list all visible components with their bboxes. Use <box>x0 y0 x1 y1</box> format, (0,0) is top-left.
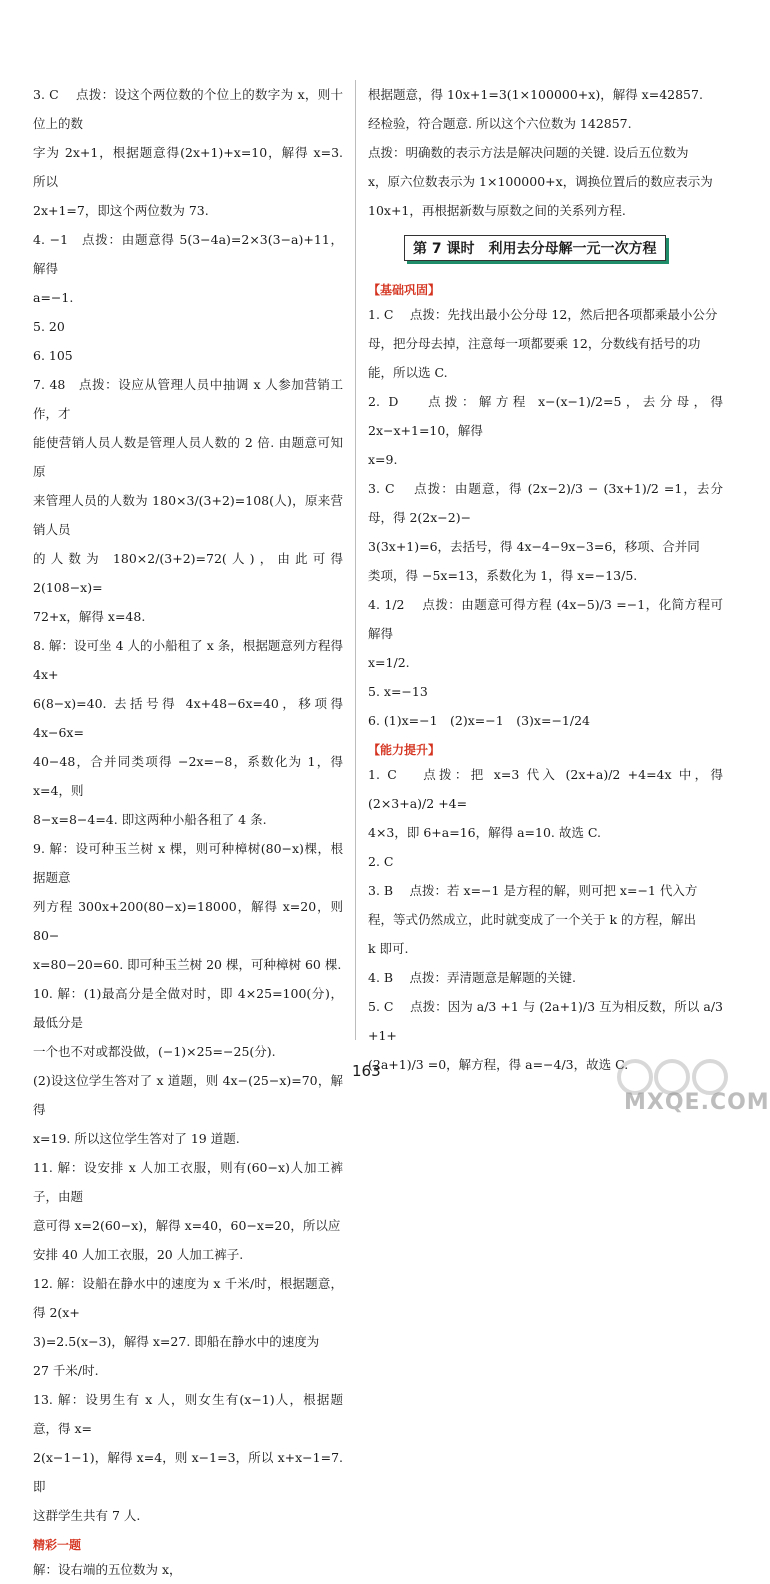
right-bottom-block <box>368 760 723 1079</box>
answer-line: 8−x=8−4=4. 即这两种小船各租了 4 条. <box>33 812 267 827</box>
answer-line: 这群学生共有 7 人. <box>33 1508 141 1523</box>
answer-line: 7. 48 点拨：设应从管理人员中抽调 x 人参加营销工作，才 <box>33 377 343 421</box>
answer-line: 能使营销人员人数是管理人员人数的 2 倍. 由题意可知原 <box>33 435 343 479</box>
page-number: 163 <box>352 1062 381 1080</box>
answer-line: 点拨：明确数的表示方法是解决问题的关键. 设后五位数为 <box>368 145 689 160</box>
answer-line: 列方程 300x+200(80−x)=18000，解得 x=20，则 80− <box>33 899 343 943</box>
answer-line: k 即可. <box>368 941 409 956</box>
answer-line: 1. C 点拨：把 x=3 代入 (2x+a)/2 +4=4x 中，得 (2×3+a)/2 +4= <box>368 767 723 811</box>
section-heading-highlight: 精彩一题 <box>33 1538 82 1552</box>
answer-line: x=9. <box>368 452 398 467</box>
answer-line: 12. 解：设船在静水中的速度为 x 千米/时，根据题意，得 2(x+ <box>33 1276 343 1320</box>
answer-item <box>33 979 343 1153</box>
answer-line: 字为 2x+1，根据题意得(2x+1)+x=10，解得 x=3. 所以 <box>33 145 343 189</box>
answer-line: (2)设这位学生答对了 x 道题，则 4x−(25−x)=70，解得 <box>33 1073 343 1117</box>
answer-line: x，原六位数表示为 1×100000+x，调换位置后的数应表示为 <box>368 174 713 189</box>
section-heading-basic: 【基础巩固】 <box>368 283 441 297</box>
answer-line: a=−1. <box>33 290 74 305</box>
answer-line: 母，把分母去掉，注意每一项都要乘 12，分数线有括号的功 <box>368 336 701 351</box>
answer-line: 类项，得 −5x=13，系数化为 1，得 x=−13/5. <box>368 568 638 583</box>
answer-item <box>368 590 723 677</box>
answer-line: x=80−20=60. 即可种玉兰树 20 棵，可种樟树 60 棵. <box>33 957 342 972</box>
answer-line: 2. C <box>368 854 394 869</box>
answer-item <box>33 341 343 370</box>
answer-item <box>33 631 343 834</box>
answer-item <box>33 834 343 979</box>
answer-item <box>33 1385 343 1530</box>
answer-line: 6. 105 <box>33 348 73 363</box>
answer-item <box>368 876 723 963</box>
answer-line: 6(8−x)=40. 去括号得 4x+48−6x=40，移项得 4x−6x= <box>33 696 343 740</box>
answer-line: 4. 1/2 点拨：由题意可得方程 (4x−5)/3 =−1，化简方程可解得 <box>368 597 723 641</box>
answer-line: 的人数为 180×2/(3+2)=72(人)，由此可得 2(108−x)= <box>33 551 343 595</box>
answer-line: 4×3，即 6+a=16，解得 a=10. 故选 C. <box>368 825 601 840</box>
answer-line: 11. 解：设安排 x 人加工衣服，则有(60−x)人加工裤子，由题 <box>33 1160 343 1204</box>
right-column <box>368 80 723 1079</box>
answer-line: 72+x，解得 x=48. <box>33 609 146 624</box>
right-mid-block <box>368 300 723 735</box>
answer-item <box>33 1269 343 1385</box>
answer-line: 5. C 点拨：因为 a/3 +1 与 (2a+1)/3 互为相反数，所以 a/3 +1+ <box>368 999 723 1043</box>
answer-line: 5. x=−13 <box>368 684 428 699</box>
answer-item <box>33 1153 343 1269</box>
answer-line: 10x+1，再根据新数与原数之间的关系列方程. <box>368 203 626 218</box>
section-heading-advanced: 【能力提升】 <box>368 743 441 757</box>
answer-line: 8. 解：设可坐 4 人的小船租了 x 条，根据题意列方程得 4x+ <box>33 638 343 682</box>
answer-line: 40−48，合并同类项得 −2x=−8，系数化为 1，得 x=4，则 <box>33 754 343 798</box>
answer-line: 1. C 点拨：先找出最小公分母 12，然后把各项都乘最小公分 <box>368 307 718 322</box>
answer-line: 意可得 x=2(60−x)，解得 x=40，60−x=20，所以应 <box>33 1218 341 1233</box>
answer-item <box>368 963 723 992</box>
answer-line: 27 千米/时. <box>33 1363 99 1378</box>
answer-line: 安排 40 人加工衣服，20 人加工裤子. <box>33 1247 244 1262</box>
answer-line: 经检验，符合题意. 所以这个六位数为 142857. <box>368 116 632 131</box>
answer-line: 2. D 点拨：解方程 x−(x−1)/2=5，去分母，得 2x−x+1=10，解得 <box>368 394 723 438</box>
answer-line: x=19. 所以这位学生答对了 19 道题. <box>33 1131 240 1146</box>
answer-item <box>368 706 723 735</box>
answer-line: x=1/2. <box>368 655 410 670</box>
answer-line: 2x+1=7，即这个两位数为 73. <box>33 203 209 218</box>
answer-line: 9. 解：设可种玉兰树 x 棵，则可种樟树(80−x)棵，根据题意 <box>33 841 343 885</box>
answer-line: 程，等式仍然成立，此时就变成了一个关于 k 的方程，解出 <box>368 912 697 927</box>
answer-item <box>368 847 723 876</box>
answer-item <box>33 312 343 341</box>
answer-item <box>368 677 723 706</box>
answer-line: 4. B 点拨：弄清题意是解题的关键. <box>368 970 577 985</box>
answer-line: 6. (1)x=−1 (2)x=−1 (3)x=−1/24 <box>368 713 590 728</box>
watermark-text: MXQE.COM <box>624 1090 770 1115</box>
answer-line: 3)=2.5(x−3)，解得 x=27. 即船在静水中的速度为 <box>33 1334 320 1349</box>
answer-item <box>33 225 343 312</box>
answer-line: (2a+1)/3 =0，解方程，得 a=−4/3，故选 C. <box>368 1057 629 1072</box>
answer-item <box>33 370 343 631</box>
answer-line: 13. 解：设男生有 x 人，则女生有(x−1)人，根据题意，得 x= <box>33 1392 343 1436</box>
answer-line: 3(3x+1)=6，去括号，得 4x−4−9x−3=6，移项、合并同 <box>368 539 700 554</box>
answer-line: 5. 20 <box>33 319 65 334</box>
answer-line: 2(x−1−1)，解得 x=4，则 x−1=3，所以 x+x−1=7. 即 <box>33 1450 343 1494</box>
answer-line: 能，所以选 C. <box>368 365 448 380</box>
column-divider <box>355 80 356 1040</box>
answer-item <box>368 760 723 847</box>
answer-line: 解：设右端的五位数为 x， <box>33 1562 182 1577</box>
answer-line: 根据题意，得 10x+1=3(1×100000+x)，解得 x=42857. <box>368 87 703 102</box>
answer-item <box>368 387 723 474</box>
right-top-block <box>368 80 723 225</box>
answer-item <box>33 80 343 225</box>
lesson-title: 第 7 课时 利用去分母解一元一次方程 <box>404 235 666 261</box>
answer-line: 3. C 点拨：设这个两位数的个位上的数字为 x，则十位上的数 <box>33 87 343 131</box>
left-column <box>33 80 343 1584</box>
answer-line: 3. B 点拨：若 x=−1 是方程的解，则可把 x=−1 代入方 <box>368 883 698 898</box>
answer-item <box>33 1555 343 1584</box>
answer-item <box>368 474 723 590</box>
answer-line: 一个也不对或都没做，(−1)×25=−25(分). <box>33 1044 276 1059</box>
answer-line: 来管理人员的人数为 180×3/(3+2)=108(人)，原来营销人员 <box>33 493 343 537</box>
answer-line: 3. C 点拨：由题意，得 (2x−2)/3 − (3x+1)/2 =1，去分母，得 2(2x−2)− <box>368 481 723 525</box>
answer-line: 10. 解：(1)最高分是全做对时，即 4×25=100(分)，最低分是 <box>33 986 343 1030</box>
answer-item <box>368 300 723 387</box>
answer-line: 4. −1 点拨：由题意得 5(3−4a)=2×3(3−a)+11，解得 <box>33 232 343 276</box>
